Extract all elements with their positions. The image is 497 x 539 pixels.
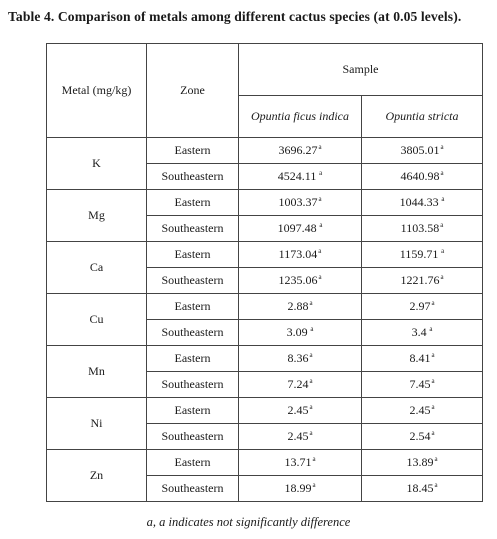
value-cell-stricta: [362, 346, 483, 372]
zone-cell: Southeastern: [147, 424, 239, 450]
value-text: 18.99: [284, 481, 312, 495]
zone-cell: Eastern: [147, 242, 239, 268]
sample-column-header: Sample: [239, 44, 483, 96]
species-header-ficus-indica: Opuntia ficus indica: [239, 96, 362, 138]
value-cell-stricta: [362, 294, 483, 320]
significance-letter: a: [431, 403, 435, 411]
significance-letter: a: [318, 143, 322, 151]
zone-cell: Eastern: [147, 398, 239, 424]
value-text: 1097.48: [277, 221, 317, 235]
significance-letter: a: [309, 299, 313, 307]
value-cell-ficus-indica: [239, 346, 362, 372]
value-text: 2.54: [409, 429, 431, 443]
value-cell-ficus-indica: [239, 190, 362, 216]
value-text: 3696.27: [278, 143, 318, 157]
value-text: 3.4: [411, 325, 427, 339]
value-cell-ficus-indica: [239, 398, 362, 424]
zone-cell: Southeastern: [147, 320, 239, 346]
table-row: [47, 242, 483, 268]
metals-table: [46, 43, 483, 502]
significance-letter: a: [309, 403, 313, 411]
significance-letter: a: [318, 195, 322, 203]
significance-letter: a: [439, 247, 445, 255]
table-row: [47, 346, 483, 372]
value-text: 1221.76: [400, 273, 440, 287]
zone-column-header: Zone: [147, 44, 239, 138]
significance-letter: a: [317, 221, 323, 229]
value-cell-stricta: [362, 242, 483, 268]
value-text: 1103.58: [400, 221, 440, 235]
value-cell-stricta: [362, 164, 483, 190]
metal-name-cell: Ca: [47, 242, 147, 294]
value-cell-ficus-indica: [239, 320, 362, 346]
value-text: 7.24: [287, 377, 309, 391]
value-text: 2.97: [409, 299, 431, 313]
zone-cell: Eastern: [147, 190, 239, 216]
zone-cell: Southeastern: [147, 268, 239, 294]
value-cell-stricta: [362, 424, 483, 450]
value-cell-ficus-indica: [239, 450, 362, 476]
table-row: [47, 450, 483, 476]
value-cell-ficus-indica: [239, 216, 362, 242]
metals-table-body: [47, 44, 483, 502]
value-cell-ficus-indica: [239, 424, 362, 450]
value-text: 2.45: [287, 429, 309, 443]
value-cell-ficus-indica: [239, 164, 362, 190]
value-text: 2.45: [409, 403, 431, 417]
value-cell-stricta: [362, 320, 483, 346]
zone-cell: Southeastern: [147, 164, 239, 190]
value-text: 4640.98: [400, 169, 440, 183]
metal-name-cell: Zn: [47, 450, 147, 502]
table-row: [47, 294, 483, 320]
zone-cell: Eastern: [147, 450, 239, 476]
value-text: 1173.04: [278, 247, 318, 261]
footnote: a, a indicates not significantly difference: [146, 515, 351, 529]
value-cell-stricta: [362, 268, 483, 294]
significance-letter: a: [318, 273, 322, 281]
value-text: 2.45: [287, 403, 309, 417]
significance-letter: a: [439, 195, 445, 203]
table-row: [47, 398, 483, 424]
significance-letter: a: [431, 351, 435, 359]
value-cell-ficus-indica: [239, 372, 362, 398]
header-row: [47, 44, 483, 96]
zone-cell: Southeastern: [147, 216, 239, 242]
metal-column-header: Metal (mg/kg): [47, 44, 147, 138]
value-text: 1044.33: [399, 195, 439, 209]
value-text: 3.09: [286, 325, 308, 339]
significance-letter: a: [309, 351, 313, 359]
metal-name-cell: K: [47, 138, 147, 190]
significance-letter: a: [308, 325, 314, 333]
value-text: 8.41: [409, 351, 431, 365]
value-text: 13.89: [406, 455, 434, 469]
value-cell-ficus-indica: [239, 138, 362, 164]
value-cell-stricta: [362, 138, 483, 164]
significance-letter: a: [434, 455, 438, 463]
significance-letter: a: [434, 481, 438, 489]
significance-letter: a: [431, 377, 435, 385]
value-text: 18.45: [406, 481, 434, 495]
table-row: [47, 138, 483, 164]
zone-cell: Southeastern: [147, 372, 239, 398]
species-header-stricta: Opuntia stricta: [362, 96, 483, 138]
metal-name-cell: Ni: [47, 398, 147, 450]
value-text: 7.45: [409, 377, 431, 391]
significance-letter: a: [427, 325, 433, 333]
value-cell-stricta: [362, 398, 483, 424]
significance-letter: a: [440, 143, 444, 151]
significance-letter: a: [309, 429, 313, 437]
metal-name-cell: Cu: [47, 294, 147, 346]
value-cell-ficus-indica: [239, 242, 362, 268]
value-text: 3805.01: [400, 143, 440, 157]
metal-name-cell: Mn: [47, 346, 147, 398]
zone-cell: Southeastern: [147, 476, 239, 502]
significance-letter: a: [440, 273, 444, 281]
table-caption: Table 4. Comparison of metals among different cactus species (at 0.05 levels).: [8, 9, 462, 24]
significance-letter: a: [309, 377, 313, 385]
significance-letter: a: [317, 169, 323, 177]
significance-letter: a: [318, 247, 322, 255]
value-text: 1159.71: [399, 247, 439, 261]
value-text: 4524.11: [277, 169, 317, 183]
value-cell-stricta: [362, 476, 483, 502]
significance-letter: a: [440, 169, 444, 177]
significance-letter: a: [312, 455, 316, 463]
value-text: 8.36: [287, 351, 309, 365]
table-row: [47, 190, 483, 216]
significance-letter: a: [431, 299, 435, 307]
value-text: 13.71: [284, 455, 312, 469]
value-cell-ficus-indica: [239, 294, 362, 320]
value-cell-stricta: [362, 450, 483, 476]
significance-letter: a: [312, 481, 316, 489]
significance-letter: a: [440, 221, 444, 229]
value-cell-ficus-indica: [239, 268, 362, 294]
value-text: 1235.06: [278, 273, 318, 287]
value-cell-ficus-indica: [239, 476, 362, 502]
zone-cell: Eastern: [147, 294, 239, 320]
zone-cell: Eastern: [147, 346, 239, 372]
value-cell-stricta: [362, 216, 483, 242]
value-cell-stricta: [362, 372, 483, 398]
value-text: 2.88: [287, 299, 309, 313]
metal-name-cell: Mg: [47, 190, 147, 242]
value-text: 1003.37: [278, 195, 318, 209]
value-cell-stricta: [362, 190, 483, 216]
zone-cell: Eastern: [147, 138, 239, 164]
significance-letter: a: [431, 429, 435, 437]
